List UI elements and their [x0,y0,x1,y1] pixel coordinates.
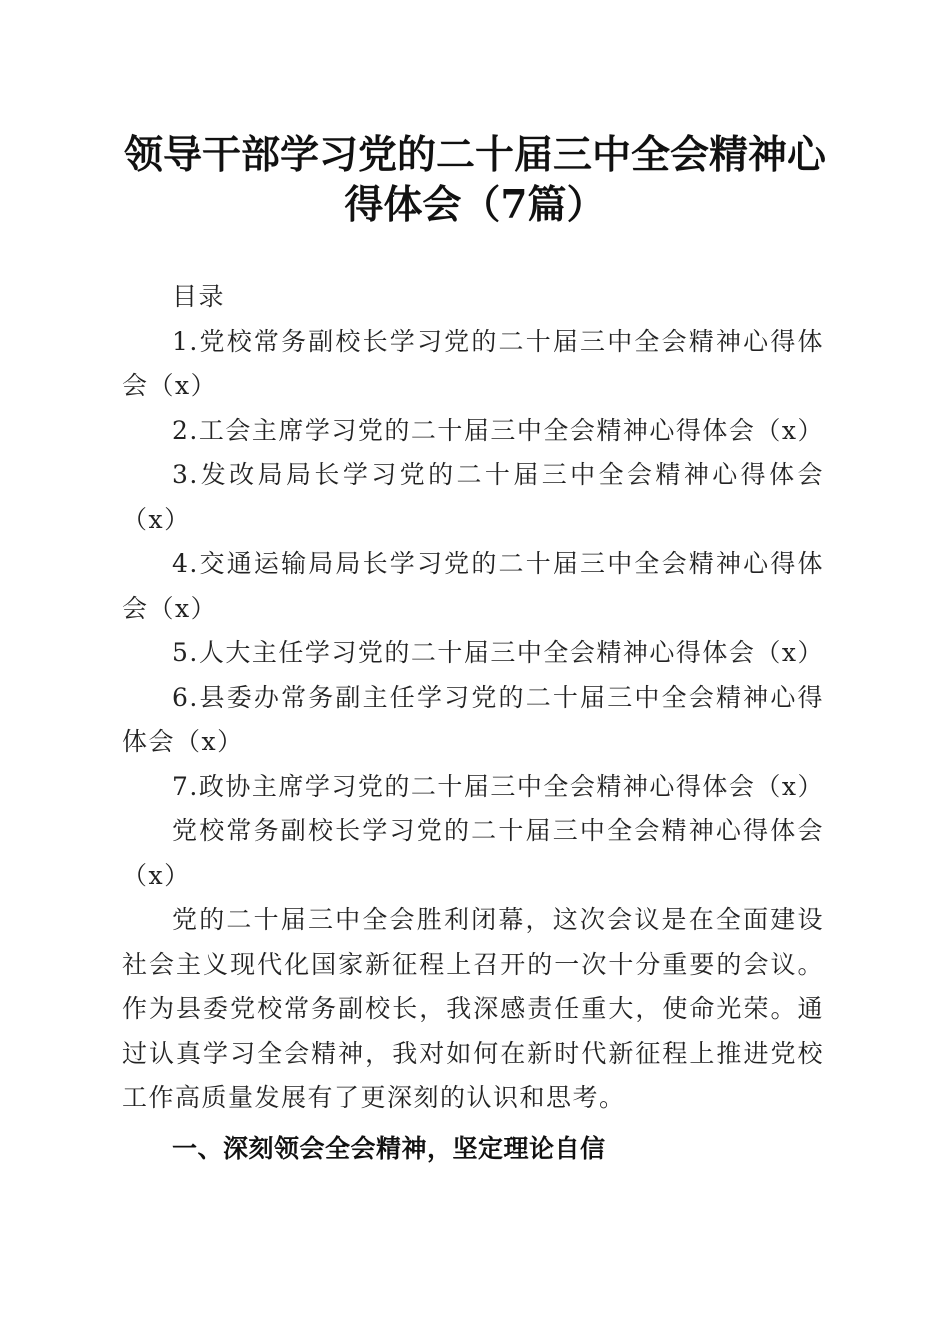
article-intro-paragraph: 党的二十届三中全会胜利闭幕，这次会议是在全面建设社会主义现代化国家新征程上召开的一次十分重要的会议。作为县委党校常务副校长，我深感责任重大，使命光荣。通过认真学习全会精神，我对如何在新时代新征程上推进党校工作高质量发展有了更深刻的认识和思考。 [122,905,824,1112]
article-title: 党校常务副校长学习党的二十届三中全会精神心得体会（x） [122,816,824,890]
toc-item: 5.人大主任学习党的二十届三中全会精神心得体会（x） [172,638,824,667]
toc-item: 2.工会主席学习党的二十届三中全会精神心得体会（x） [172,415,824,445]
section-heading: 一、深刻领会全会精神，坚定理论自信 [172,1133,606,1163]
toc-item: 6.县委办常务副主任学习党的二十届三中全会精神心得体会（x） [122,682,824,756]
document-title: 领导干部学习党的二十届三中全会精神心得体会（7篇） [123,132,826,228]
toc-item: 7.政协主席学习党的二十届三中全会精神心得体会（x） [172,771,824,801]
toc-item: 3.发改局局长学习党的二十届三中全会精神心得体会（x） [122,460,824,534]
toc-heading: 目录 [172,282,226,311]
toc-item: 1.党校常务副校长学习党的二十届三中全会精神心得体会（x） [122,326,824,400]
toc-item: 4.交通运输局局长学习党的二十届三中全会精神心得体会（x） [122,549,824,623]
document-body [122,275,824,1171]
